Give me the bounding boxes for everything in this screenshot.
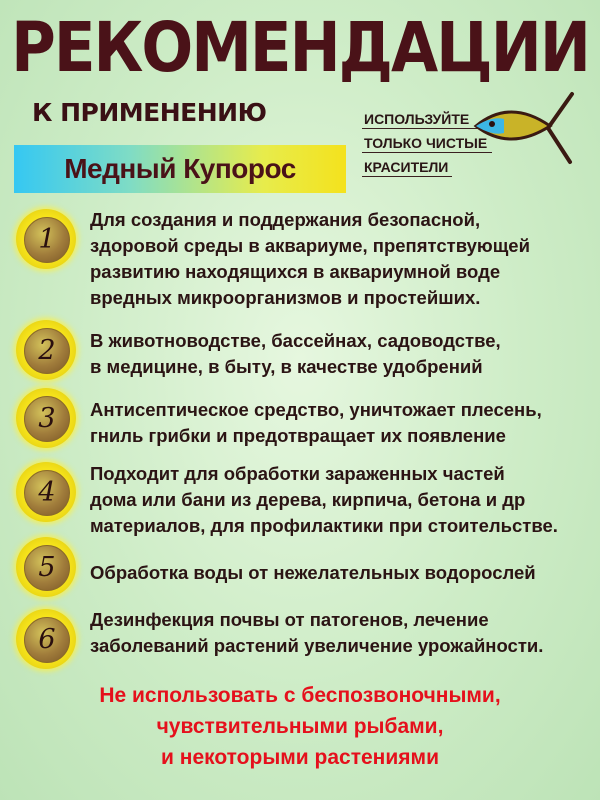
item-text: Обработка воды от нежелательных водорослей xyxy=(90,562,536,583)
number-badge xyxy=(16,609,76,669)
warning-text: Не использовать с беспозвоночными, чувствительными рыбами, и некоторыми растениями xyxy=(99,684,501,769)
item-text: В животноводстве, бассейнах, садоводстве, в медицине, в быту, в качестве удобрений xyxy=(90,330,501,377)
note-line-2: ТОЛЬКО ЧИСТЫЕ xyxy=(362,134,492,153)
number-badge xyxy=(16,388,76,448)
item-number: 1 xyxy=(38,223,56,255)
item-text: Антисептическое средство, уничтожает плесень, гниль грибки и предотвращает их появление xyxy=(90,399,542,446)
item-number: 6 xyxy=(38,623,56,655)
number-badge xyxy=(16,209,76,269)
page-title: РЕКОМЕНДАЦИИ xyxy=(11,8,589,88)
page-subtitle: К ПРИМЕНЕНИЮ xyxy=(32,98,267,127)
product-name: Медный Купорос xyxy=(64,153,296,184)
note-line-3: КРАСИТЕЛИ xyxy=(362,158,452,177)
item-text: Подходит для обработки зараженных частей дома или бани из дерева, кирпича, бетона и др материалов, для профилактики при стоительстве. xyxy=(90,463,558,536)
item-number: 4 xyxy=(38,476,56,508)
item-number: 3 xyxy=(38,402,56,434)
product-banner xyxy=(14,145,346,193)
item-number: 2 xyxy=(38,334,56,366)
fish-icon xyxy=(470,88,580,168)
item-number: 5 xyxy=(38,551,56,583)
note-line-1: ИСПОЛЬЗУЙТЕ xyxy=(362,110,492,129)
item-text: Для создания и поддержания безопасной, здоровой среды в аквариуме, препятствующей развитию находящихся в аквариумной воде вредных микроорганизмов и простейших. xyxy=(90,209,530,308)
item-text: Дезинфекция почвы от патогенов, лечение заболеваний растений увеличение урожайности. xyxy=(90,609,544,656)
number-badge xyxy=(16,320,76,380)
number-badge xyxy=(16,537,76,597)
number-badge xyxy=(16,462,76,522)
